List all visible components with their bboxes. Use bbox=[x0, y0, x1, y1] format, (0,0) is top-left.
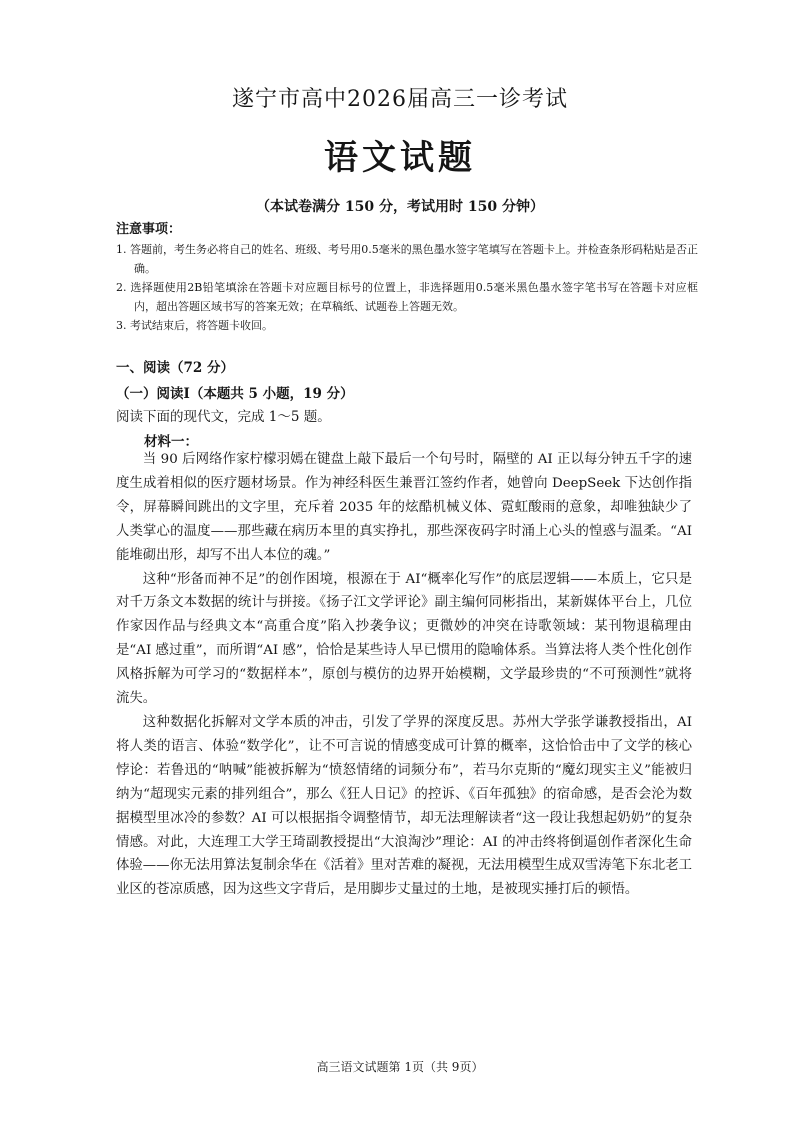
paragraph-2: 这种“形备而神不足”的创作困境，根源在于 AI“概率化写作”的底层逻辑——本质上，它只是对千万条文本数据的统计与拼接。《扬子江文学评论》副主编何同彬指出，某新媒体平台上，几位作家因作品与经典文本“高重合度”陷入抄袭争议；更微妙的冲突在诗歌领域：某刊物退稿理由是“AI 感过重”，而所谓“AI 感”，恰恰是某些诗人早已惯用的隐喻体系。当算法将人类个性化创作风格拆解为可学习的“数据样本”，原创与模仿的边界开始模糊，文学最珍贵的“不可预测性”就将流失。 bbox=[116, 571, 692, 707]
note-item-3: 3. 考试结束后，将答题卡收回。 bbox=[116, 319, 273, 332]
note-item-1: 1. 答题前，考生务必将自己的姓名、班级、考号用0.5毫米的黑色墨水签字笔填写在答题卡上。并检查条形码粘贴是否正确。 bbox=[116, 243, 698, 275]
page-footer: 高三语文试题第 1页（共 9页） bbox=[316, 1060, 484, 1074]
reading-instruction: 阅读下面的现代文，完成 1～5 题。 bbox=[116, 409, 331, 425]
material-label: 材料一： bbox=[144, 434, 198, 450]
part-heading: 一、阅读（72 分） bbox=[116, 360, 234, 376]
subject-title: 语文试题 bbox=[324, 138, 476, 178]
note-item-2: 2. 选择题使用2B铅笔填涂在答题卡对应题目标号的位置上，非选择题用0.5毫米黑色墨水签字笔书写在答题卡对应框内，超出答题区域书写的答案无效；在草稿纸、试题卷上答题无效。 bbox=[116, 281, 698, 313]
sub-heading: （一）阅读Ⅰ（本题共 5 小题，19 分） bbox=[116, 386, 354, 402]
material-text bbox=[116, 448, 692, 902]
notes-heading: 注意事项： bbox=[116, 222, 182, 237]
notes-list bbox=[116, 240, 698, 335]
exam-info: （本试卷满分 150 分，考试用时 150 分钟） bbox=[256, 199, 544, 215]
paragraph-1: 当 90 后网络作家柠檬羽嫣在键盘上敲下最后一个句号时，隔壁的 AI 正以每分钟五千字的速度生成着相似的医疗题材场景。作为神经科医生兼晋江签约作者，她曾向 DeepSeek 下达创作指令，屏幕瞬间跳出的文字里，充斥着 2035 年的炫酷机械义体、霓虹酸雨的意象，却唯独缺少了人类掌心的温度——那些藏在病历本里的真实挣扎，那些深夜码字时涌上心头的惶惑与温柔。“AI 能堆砌出形，却写不出人本位的魂。” bbox=[116, 452, 692, 563]
exam-title: 遂宁市高中2026届高三一诊考试 bbox=[232, 87, 568, 112]
paragraph-3: 这种数据化拆解对文学本质的冲击，引发了学界的深度反思。苏州大学张学谦教授指出，AI 将人类的语言、体验“数学化”，让不可言说的情感变成可计算的概率，这恰恰击中了文学的核心悖论：若鲁迅的“呐喊”能被拆解为“愤怒情绪的词频分布”，若马尔克斯的“魔幻现实主义”能被归纳为“超现实元素的排列组合”，那么《狂人日记》的控诉、《百年孤独》的宿命感，是否会沦为数据模型里冰冷的参数？AI 可以根据指令调整情节，却无法理解读者“这一段让我想起奶奶”的复杂情感。对此，大连理工大学王琦副教授提出“大浪淘沙”理论：AI 的冲击终将倒逼创作者深化生命体验——你无法用算法复制余华在《活着》里对苦难的凝视，无法用模型生成双雪涛笔下东北老工业区的苍凉质感，因为这些文字背后，是用脚步丈量过的土地，是被现实捶打后的顿悟。 bbox=[116, 714, 692, 898]
